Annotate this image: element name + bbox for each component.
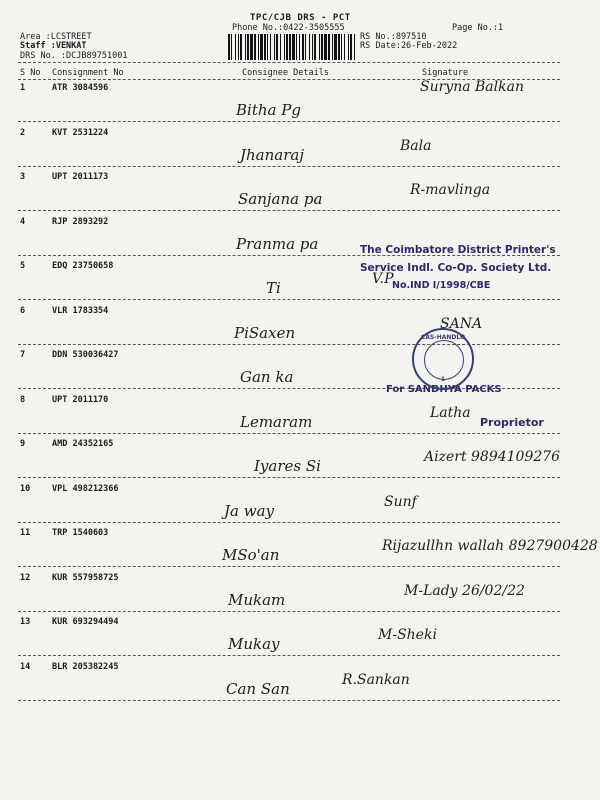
barcode-bar — [348, 34, 349, 60]
row-sno: 7 — [20, 350, 26, 360]
barcode-bar — [270, 34, 271, 60]
row-consignment-number: KUR 693294494 — [52, 617, 119, 627]
row-divider — [18, 700, 560, 701]
barcode-bar — [299, 34, 300, 60]
row-sno: 8 — [20, 394, 26, 405]
barcode-bar — [324, 34, 327, 60]
column-header-signature: Signature — [422, 68, 469, 78]
row-consignee-handwriting: Mukam — [228, 590, 286, 609]
barcode-bar — [312, 34, 313, 60]
row-divider — [18, 121, 560, 122]
row-sno: 5 — [20, 261, 26, 271]
row-consignee-handwriting: Can San — [226, 679, 290, 698]
row-sno: 9 — [20, 439, 26, 449]
seal-number: 1 — [440, 376, 446, 383]
barcode-bar — [276, 34, 278, 60]
barcode-bar — [296, 34, 297, 60]
barcode-bar — [334, 34, 337, 60]
barcode-bar — [354, 34, 355, 60]
row-divider — [18, 344, 560, 345]
barcode-bar — [302, 34, 304, 60]
barcode-bar — [260, 34, 263, 60]
row-signature: SANA — [440, 315, 483, 332]
row-consignee-handwriting: PiSaxen — [234, 323, 296, 342]
row-consignment-number: VPL 498212366 — [52, 483, 119, 494]
row-consignee-handwriting: Mukay — [228, 635, 280, 653]
row-consignment-number: UPT 2011170 — [52, 394, 109, 405]
row-consignee-handwriting: Ja way — [224, 501, 274, 520]
row-signature: M-Sheki — [378, 627, 437, 643]
stamp-line-2: Service Indl. Co-Op. Society Ltd. — [360, 262, 552, 274]
row-consignment-number: BLR 205382245 — [52, 661, 119, 672]
barcode-bar — [292, 34, 295, 60]
row-sno: 2 — [20, 127, 26, 138]
stamp-line-3: No.IND I/1998/CBE — [392, 280, 491, 291]
row-divider — [18, 210, 560, 211]
row-divider — [18, 611, 560, 612]
barcode-bar — [250, 34, 253, 60]
barcode — [228, 34, 358, 60]
row-sno: 3 — [20, 172, 26, 182]
row-consignment-number: AMD 24352165 — [52, 439, 114, 449]
row-signature: R-mavlinga — [410, 182, 491, 198]
barcode-bar — [258, 34, 259, 60]
row-signature: M-Lady 26/02/22 — [404, 582, 525, 599]
row-sno: 6 — [20, 305, 26, 316]
barcode-bar — [284, 34, 285, 60]
area-label: Area :LCSTREET — [20, 32, 92, 42]
column-header-consignee: Consignee Details — [242, 68, 329, 78]
row-consignment-number: ATR 3084596 — [52, 83, 109, 93]
row-consignee-handwriting: Ti — [266, 279, 281, 297]
seal-top-text: CAS-HANDLO — [420, 334, 466, 341]
column-header-consignment: Consignment No — [52, 68, 124, 78]
row-consignee-handwriting: Iyares Si — [254, 457, 321, 475]
row-sno: 12 — [20, 572, 31, 583]
sheet-title: TPC/CJB DRS - PCT — [250, 13, 351, 23]
column-header-sno: S No — [20, 68, 41, 78]
row-sno: 13 — [20, 617, 31, 627]
row-consignment-number: UPT 2011173 — [52, 172, 109, 182]
row-signature: V.P — [372, 271, 394, 287]
row-consignment-number: EDQ 23750658 — [52, 261, 114, 271]
row-divider — [18, 522, 560, 523]
row-signature: Sunf — [384, 493, 417, 510]
barcode-bar — [264, 34, 266, 60]
row-consignment-number: TRP 1540603 — [52, 528, 109, 538]
row-divider — [18, 433, 560, 434]
drs-number: DRS No. :DCJB89751001 — [20, 51, 128, 61]
barcode-bar — [338, 34, 340, 60]
barcode-bar — [350, 34, 352, 60]
page-number: Page No.:1 — [452, 23, 504, 33]
barcode-bar — [240, 34, 242, 60]
row-consignee-handwriting: Sanjana pa — [238, 190, 323, 208]
rs-date: RS Date:26-Feb-2022 — [360, 41, 458, 51]
barcode-bar — [280, 34, 281, 60]
row-consignment-number: RJP 2893292 — [52, 216, 109, 227]
barcode-bar — [309, 34, 310, 60]
barcode-bar — [319, 34, 320, 60]
row-sno: 10 — [20, 483, 31, 494]
row-divider — [18, 166, 560, 167]
row-sno: 14 — [20, 661, 31, 672]
row-sno: 1 — [20, 83, 26, 93]
row-signature: Aizert 9894109276 — [424, 449, 561, 465]
stamp-line-1: The Coimbatore District Printer's — [360, 244, 556, 256]
barcode-bar — [344, 34, 345, 60]
barcode-bar — [235, 34, 236, 60]
row-consignee-handwriting: Gan ka — [240, 368, 294, 386]
stamp-proprietor: Proprietor — [480, 416, 544, 429]
row-consignment-number: KUR 557958725 — [52, 572, 119, 583]
barcode-bar — [341, 34, 342, 60]
row-consignee-handwriting: Pranma pa — [236, 234, 319, 253]
row-divider — [18, 566, 560, 567]
row-signature: Suryna Balkan — [420, 79, 524, 95]
barcode-bar — [274, 34, 275, 60]
row-consignment-number: VLR 1783354 — [52, 305, 109, 316]
seal-inner-ring — [424, 340, 464, 380]
row-consignment-number: DDN 530036427 — [52, 350, 119, 360]
barcode-bar — [332, 34, 333, 60]
barcode-bar — [289, 34, 291, 60]
stamp-for-line: For SANDHYA PACKS — [386, 384, 502, 395]
row-consignee-handwriting: Jhanaraj — [240, 145, 304, 164]
barcode-bar — [231, 34, 232, 60]
barcode-bar — [286, 34, 288, 60]
barcode-bar — [238, 34, 239, 60]
phone-number: Phone No.:0422-3505555 — [232, 23, 345, 33]
staff-label: Staff :VENKAT — [20, 41, 87, 51]
row-consignee-handwriting: Lemaram — [240, 412, 313, 431]
barcode-bar — [228, 34, 230, 60]
rs-number: RS No.:897510 — [360, 32, 427, 42]
row-divider — [18, 299, 560, 300]
row-divider — [18, 655, 560, 656]
barcode-bar — [247, 34, 249, 60]
barcode-bar — [314, 34, 316, 60]
row-signature: Latha — [430, 404, 471, 421]
row-consignee-handwriting: Bitha Pg — [236, 101, 301, 119]
barcode-bar — [245, 34, 246, 60]
row-consignment-number: KVT 2531224 — [52, 127, 109, 138]
barcode-bar — [305, 34, 306, 60]
barcode-bar — [267, 34, 268, 60]
barcode-bar — [328, 34, 330, 60]
round-seal — [412, 328, 474, 390]
row-sno: 4 — [20, 216, 26, 227]
row-signature: Bala — [400, 137, 432, 154]
row-signature: Rijazullhn wallah 8927900428 — [382, 538, 598, 554]
barcode-bar — [254, 34, 256, 60]
row-consignee-handwriting: MSo'an — [222, 546, 280, 564]
barcode-bar — [321, 34, 323, 60]
row-sno: 11 — [20, 528, 31, 538]
row-divider — [18, 477, 560, 478]
row-signature: R.Sankan — [342, 671, 410, 688]
